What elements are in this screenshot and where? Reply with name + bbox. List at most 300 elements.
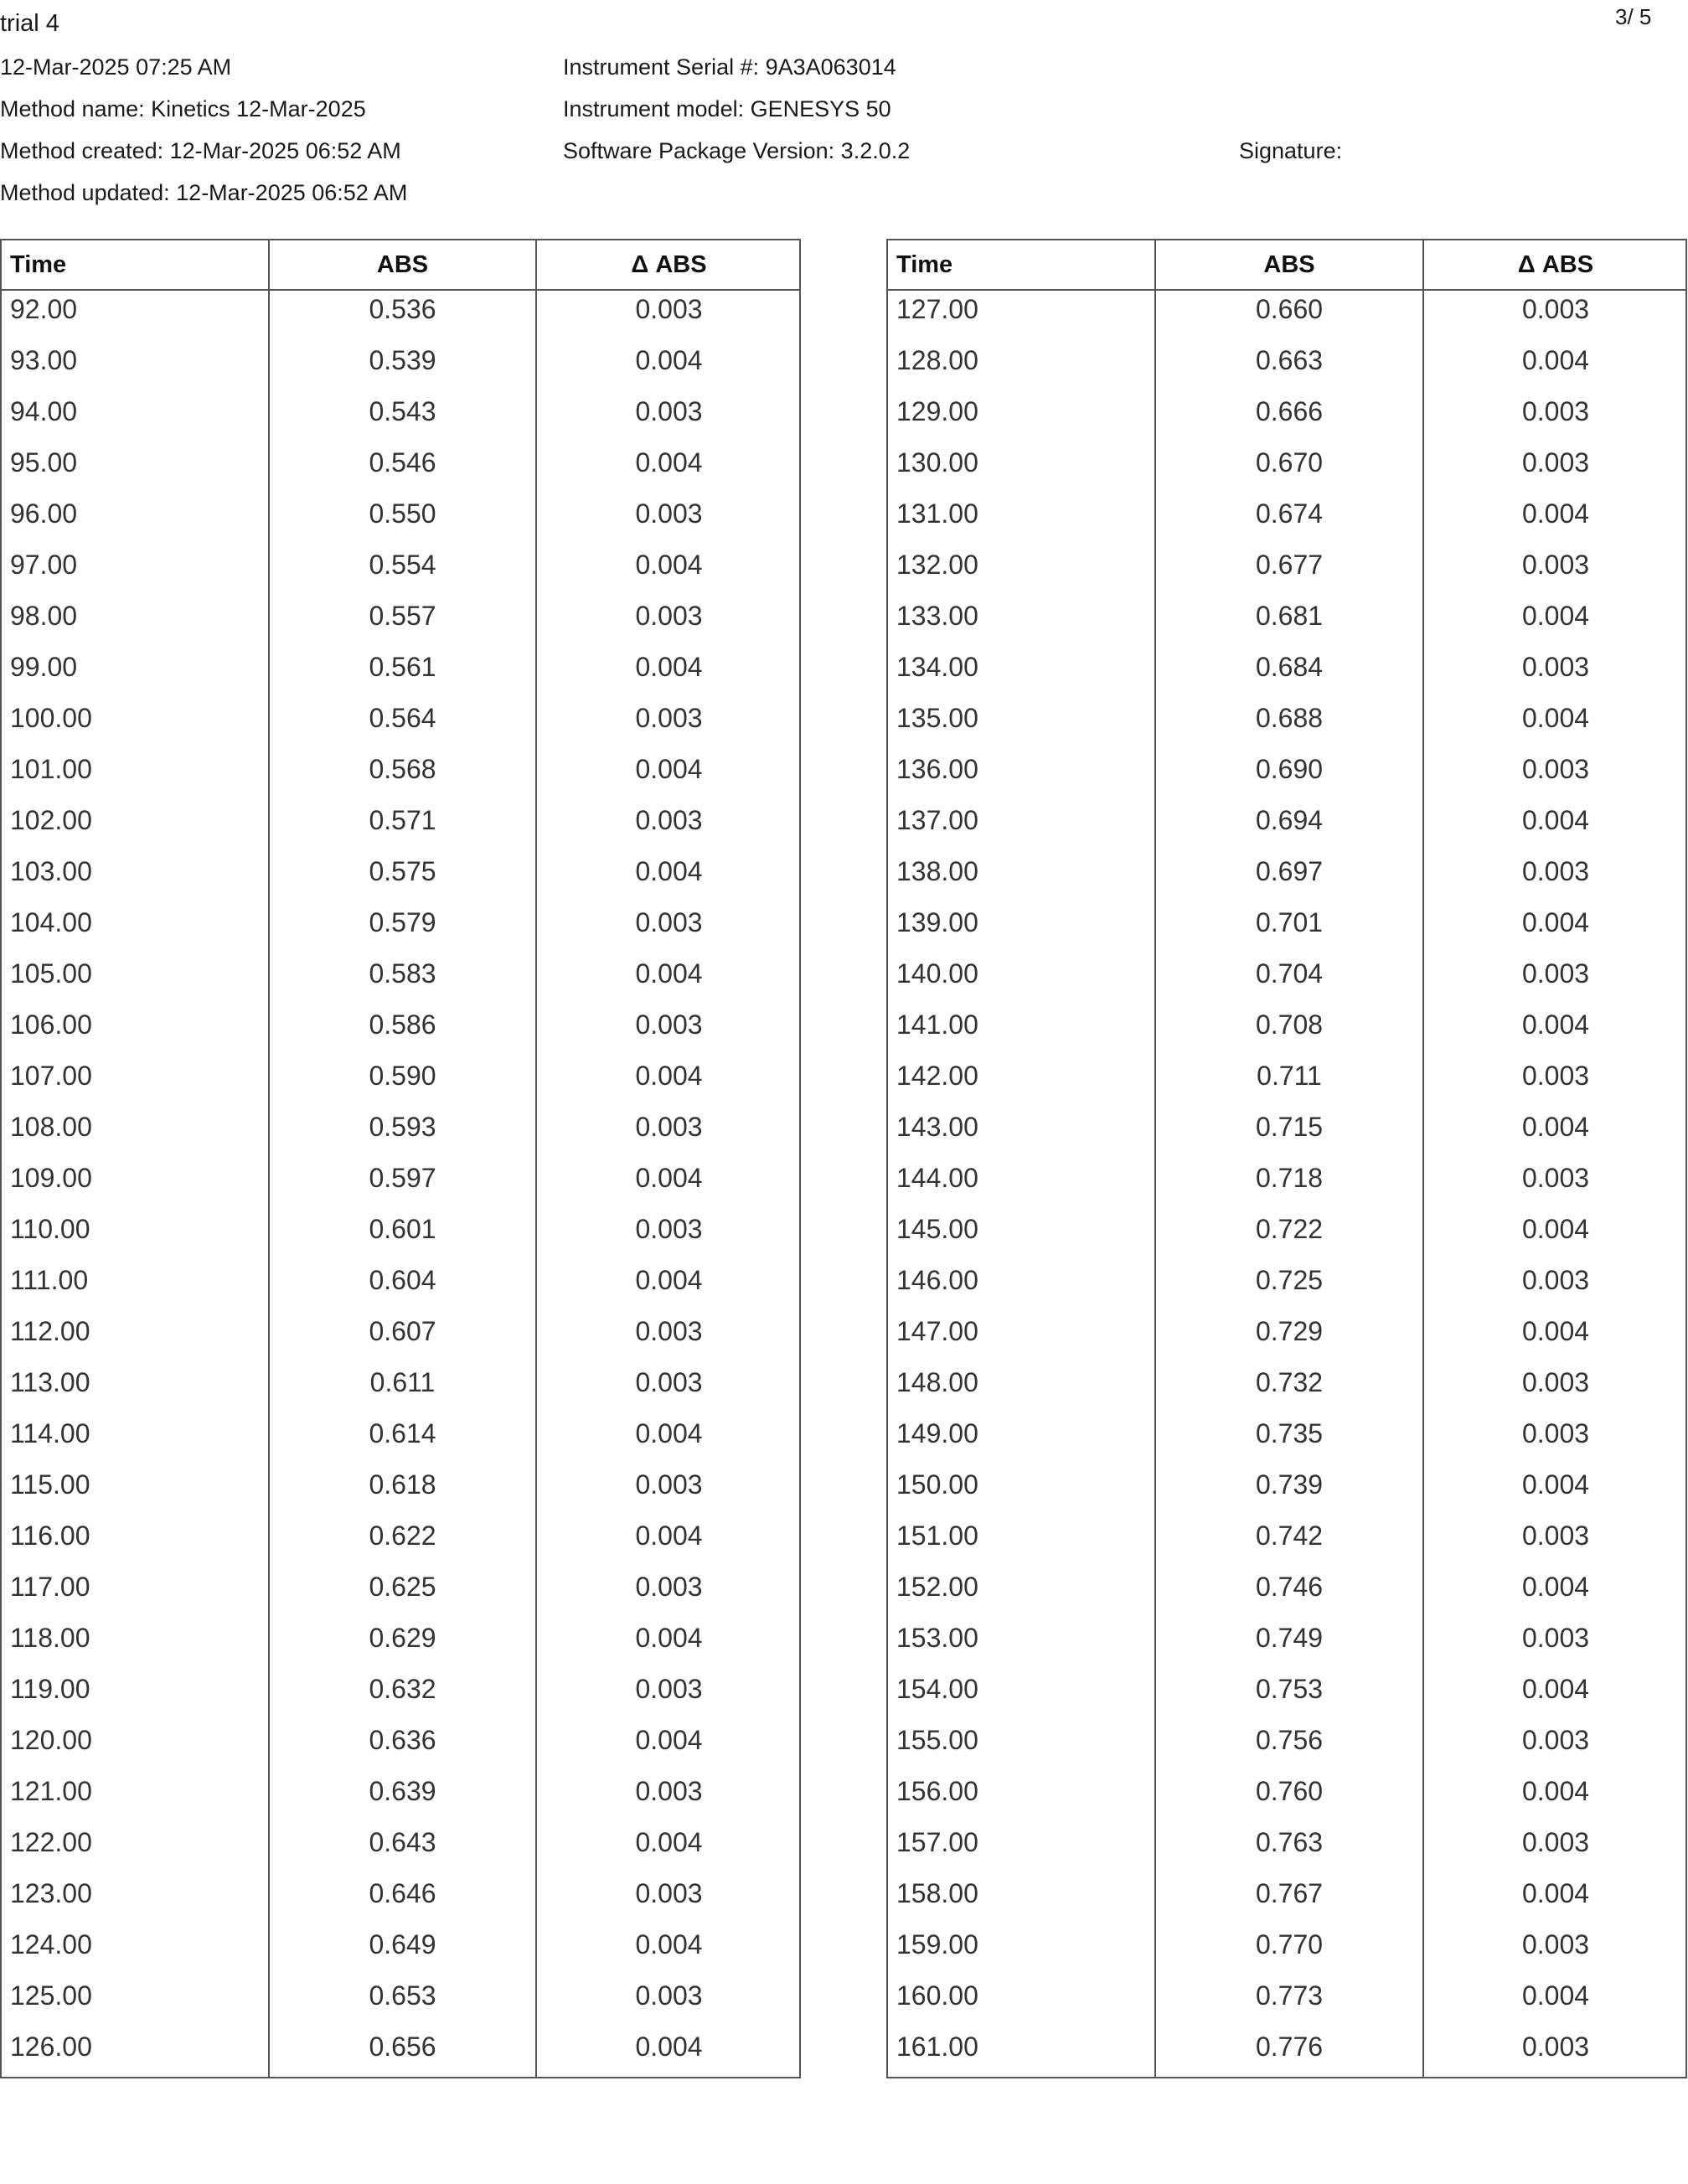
abs-cell: 0.697: [1255, 856, 1324, 886]
time-cell: 112.00: [10, 1316, 90, 1346]
delta-abs-cell: 0.003: [1521, 1418, 1590, 1448]
time-cell: 145.00: [896, 1214, 978, 1244]
abs-cell: 0.611: [369, 1367, 436, 1397]
table-row: [888, 1977, 1685, 2028]
table-row: [2, 853, 799, 904]
table-row: [2, 1262, 799, 1313]
delta-abs-cell: 0.003: [1521, 550, 1590, 580]
delta-abs-cell: 0.004: [1521, 1980, 1590, 2011]
time-cell: 115.00: [10, 1469, 90, 1500]
table-row: [888, 444, 1685, 495]
abs-cell: 0.656: [369, 2032, 436, 2062]
delta-abs-cell: 0.003: [635, 1980, 703, 2011]
table-row: [888, 904, 1685, 955]
delta-abs-cell: 0.003: [635, 1469, 703, 1500]
time-cell: 160.00: [896, 1980, 978, 2011]
table-row: [888, 1313, 1685, 1364]
delta-abs-cell: 0.003: [635, 601, 703, 631]
delta-abs-cell: 0.003: [635, 1776, 703, 1806]
abs-cell: 0.666: [1255, 396, 1324, 426]
abs-cell: 0.725: [1255, 1265, 1324, 1295]
delta-abs-cell: 0.004: [1521, 1112, 1590, 1142]
abs-cell: 0.773: [1255, 1980, 1324, 2011]
time-cell: 121.00: [10, 1776, 92, 1806]
table-row: [2, 648, 799, 700]
abs-cell: 0.684: [1255, 652, 1324, 682]
abs-cell: 0.660: [1255, 294, 1324, 324]
abs-cell: 0.557: [369, 601, 436, 631]
abs-cell: 0.539: [369, 345, 436, 375]
table-row: [2, 751, 799, 802]
time-cell: 92.00: [10, 294, 78, 324]
table-row: [888, 1517, 1685, 1568]
time-cell: 130.00: [896, 447, 978, 478]
abs-cell: 0.653: [369, 1980, 436, 2011]
delta-abs-cell: 0.004: [635, 1265, 703, 1295]
time-cell: 125.00: [10, 1980, 92, 2011]
time-cell: 157.00: [896, 1827, 978, 1857]
table-row: [2, 1364, 799, 1415]
instrument-serial: Instrument Serial #: 9A3A063014: [563, 54, 896, 80]
delta-abs-cell: 0.003: [1521, 1367, 1590, 1397]
table-row: [2, 1313, 799, 1364]
table-row: [2, 495, 799, 546]
abs-cell: 0.561: [369, 652, 436, 682]
delta-abs-cell: 0.003: [1521, 1265, 1590, 1295]
delta-abs-cell: 0.004: [635, 447, 703, 478]
delta-abs-cell: 0.004: [1521, 498, 1590, 529]
abs-cell: 0.554: [369, 550, 436, 580]
table-row: [2, 904, 799, 955]
method-created: Method created: 12-Mar-2025 06:52 AM: [0, 138, 401, 163]
delta-abs-cell: 0.003: [635, 1878, 703, 1908]
table-row: [888, 2028, 1685, 2079]
delta-abs-cell: 0.003: [635, 294, 703, 324]
abs-cell: 0.677: [1255, 550, 1324, 580]
table-row: [2, 546, 799, 597]
table-row: [2, 1670, 799, 1722]
abs-cell: 0.597: [369, 1163, 436, 1193]
table-row: [2, 2028, 799, 2079]
time-cell: 114.00: [10, 1418, 90, 1448]
time-cell: 129.00: [896, 396, 978, 426]
time-cell: 147.00: [896, 1316, 978, 1346]
delta-abs-cell: 0.004: [1521, 1214, 1590, 1244]
table-row: [2, 1875, 799, 1926]
delta-abs-cell: 0.004: [1521, 1009, 1590, 1040]
time-cell: 126.00: [10, 2032, 92, 2062]
delta-abs-cell: 0.004: [635, 958, 703, 989]
table-row: [888, 853, 1685, 904]
column-header-delta-abs: Δ ABS: [631, 251, 707, 278]
time-cell: 148.00: [896, 1367, 978, 1397]
abs-cell: 0.632: [369, 1674, 436, 1704]
abs-cell: 0.646: [369, 1878, 436, 1908]
delta-abs-cell: 0.003: [1521, 754, 1590, 784]
time-cell: 161.00: [896, 2032, 978, 2062]
delta-abs-cell: 0.003: [1521, 958, 1590, 989]
column-header-time: Time: [896, 251, 953, 278]
time-cell: 133.00: [896, 601, 978, 631]
abs-cell: 0.776: [1255, 2032, 1324, 2062]
abs-cell: 0.629: [369, 1623, 436, 1653]
table-row: [2, 1824, 799, 1875]
abs-cell: 0.670: [1255, 447, 1324, 478]
time-cell: 146.00: [896, 1265, 978, 1295]
time-cell: 151.00: [896, 1521, 978, 1551]
time-cell: 124.00: [10, 1929, 92, 1959]
time-cell: 95.00: [10, 447, 78, 478]
time-cell: 97.00: [10, 550, 78, 580]
delta-abs-cell: 0.004: [635, 1061, 703, 1091]
table-row: [2, 1568, 799, 1619]
table-row: [2, 1211, 799, 1262]
table-row: [2, 1415, 799, 1466]
delta-abs-cell: 0.003: [635, 1674, 703, 1704]
table-row: [888, 1824, 1685, 1875]
abs-cell: 0.604: [369, 1265, 436, 1295]
table-row: [888, 1108, 1685, 1159]
table-row: [888, 597, 1685, 648]
abs-cell: 0.583: [369, 958, 436, 989]
delta-abs-cell: 0.004: [635, 345, 703, 375]
abs-cell: 0.614: [369, 1418, 436, 1448]
abs-cell: 0.722: [1255, 1214, 1324, 1244]
time-cell: 116.00: [10, 1521, 90, 1551]
abs-cell: 0.735: [1255, 1418, 1324, 1448]
table-row: [888, 802, 1685, 853]
delta-abs-cell: 0.003: [1521, 1827, 1590, 1857]
delta-abs-cell: 0.003: [1521, 1623, 1590, 1653]
table-row: [888, 1773, 1685, 1824]
delta-abs-cell: 0.003: [635, 703, 703, 733]
delta-abs-cell: 0.003: [1521, 396, 1590, 426]
time-cell: 120.00: [10, 1725, 92, 1755]
table-row: [888, 291, 1685, 342]
time-cell: 128.00: [896, 345, 978, 375]
table-row: [888, 1415, 1685, 1466]
abs-cell: 0.649: [369, 1929, 436, 1959]
abs-cell: 0.639: [369, 1776, 436, 1806]
time-cell: 156.00: [896, 1776, 978, 1806]
delta-abs-cell: 0.004: [1521, 703, 1590, 733]
delta-abs-cell: 0.004: [635, 1418, 703, 1448]
report-title: trial 4: [0, 10, 59, 37]
abs-cell: 0.718: [1255, 1163, 1324, 1193]
time-cell: 135.00: [896, 703, 978, 733]
delta-abs-cell: 0.004: [1521, 1316, 1590, 1346]
time-cell: 159.00: [896, 1929, 978, 1959]
delta-abs-cell: 0.003: [1521, 2032, 1590, 2062]
abs-cell: 0.732: [1255, 1367, 1324, 1397]
abs-cell: 0.568: [369, 754, 436, 784]
abs-cell: 0.711: [1257, 1061, 1322, 1091]
data-table-left: [0, 239, 801, 2078]
table-row: [2, 1466, 799, 1517]
table-row: [888, 751, 1685, 802]
table-row: [2, 802, 799, 853]
delta-abs-cell: 0.004: [635, 1725, 703, 1755]
delta-abs-cell: 0.004: [635, 1623, 703, 1653]
abs-cell: 0.636: [369, 1725, 436, 1755]
delta-abs-cell: 0.004: [1521, 1878, 1590, 1908]
time-cell: 139.00: [896, 907, 978, 937]
time-cell: 101.00: [10, 754, 92, 784]
abs-cell: 0.704: [1255, 958, 1324, 989]
table-row: [888, 393, 1685, 444]
time-cell: 106.00: [10, 1009, 92, 1040]
time-cell: 154.00: [896, 1674, 978, 1704]
delta-abs-cell: 0.003: [635, 1112, 703, 1142]
table-header: [888, 240, 1685, 291]
abs-cell: 0.688: [1255, 703, 1324, 733]
time-cell: 149.00: [896, 1418, 978, 1448]
table-row: [2, 1108, 799, 1159]
time-cell: 103.00: [10, 856, 92, 886]
time-cell: 122.00: [10, 1827, 92, 1857]
time-cell: 96.00: [10, 498, 78, 529]
table-header: [2, 240, 799, 291]
abs-cell: 0.543: [369, 396, 436, 426]
instrument-model: Instrument model: GENESYS 50: [563, 96, 891, 121]
abs-cell: 0.770: [1255, 1929, 1324, 1959]
time-cell: 98.00: [10, 601, 78, 631]
abs-cell: 0.622: [369, 1521, 436, 1551]
delta-abs-cell: 0.004: [1521, 907, 1590, 937]
software-version: Software Package Version: 3.2.0.2: [563, 138, 911, 163]
delta-abs-cell: 0.004: [635, 550, 703, 580]
page-number: 3/ 5: [1615, 4, 1652, 29]
table-row: [2, 444, 799, 495]
abs-cell: 0.590: [369, 1061, 436, 1091]
delta-abs-cell: 0.003: [1521, 1521, 1590, 1551]
delta-abs-cell: 0.003: [1521, 447, 1590, 478]
abs-cell: 0.571: [369, 805, 436, 835]
time-cell: 150.00: [896, 1469, 978, 1500]
time-cell: 107.00: [10, 1061, 92, 1091]
table-row: [2, 1006, 799, 1057]
signature-label: Signature:: [1239, 138, 1343, 163]
time-cell: 102.00: [10, 805, 92, 835]
delta-abs-cell: 0.004: [635, 652, 703, 682]
abs-cell: 0.729: [1255, 1316, 1324, 1346]
time-cell: 132.00: [896, 550, 978, 580]
abs-cell: 0.575: [369, 856, 436, 886]
delta-abs-cell: 0.004: [1521, 1469, 1590, 1500]
table-row: [888, 1722, 1685, 1773]
table-row: [888, 648, 1685, 700]
abs-cell: 0.708: [1255, 1009, 1324, 1040]
delta-abs-cell: 0.003: [1521, 1725, 1590, 1755]
table-row: [888, 1619, 1685, 1670]
time-cell: 140.00: [896, 958, 978, 989]
time-cell: 142.00: [896, 1061, 978, 1091]
delta-abs-cell: 0.003: [635, 1572, 703, 1602]
delta-abs-cell: 0.004: [635, 2032, 703, 2062]
delta-abs-cell: 0.003: [1521, 652, 1590, 682]
abs-cell: 0.756: [1255, 1725, 1324, 1755]
time-cell: 109.00: [10, 1163, 92, 1193]
time-cell: 119.00: [10, 1674, 90, 1704]
abs-cell: 0.715: [1255, 1112, 1324, 1142]
column-header-time: Time: [10, 251, 67, 278]
table-row: [888, 955, 1685, 1006]
table-row: [888, 1006, 1685, 1057]
abs-cell: 0.701: [1255, 907, 1324, 937]
column-header-abs: ABS: [1263, 251, 1315, 278]
time-cell: 127.00: [896, 294, 978, 324]
abs-cell: 0.618: [369, 1469, 436, 1500]
delta-abs-cell: 0.003: [635, 1316, 703, 1346]
data-table-right: [886, 239, 1687, 2078]
time-cell: 155.00: [896, 1725, 978, 1755]
table-row: [888, 1364, 1685, 1415]
delta-abs-cell: 0.004: [1521, 805, 1590, 835]
table-row: [888, 1211, 1685, 1262]
time-cell: 104.00: [10, 907, 92, 937]
abs-cell: 0.742: [1255, 1521, 1324, 1551]
time-cell: 138.00: [896, 856, 978, 886]
abs-cell: 0.586: [369, 1009, 436, 1040]
delta-abs-cell: 0.003: [1521, 1061, 1590, 1091]
delta-abs-cell: 0.003: [635, 498, 703, 529]
table-row: [2, 597, 799, 648]
time-cell: 100.00: [10, 703, 92, 733]
table-row: [888, 1670, 1685, 1722]
delta-abs-cell: 0.003: [635, 1214, 703, 1244]
time-cell: 110.00: [10, 1214, 90, 1244]
time-cell: 117.00: [10, 1572, 90, 1602]
abs-cell: 0.739: [1255, 1469, 1324, 1500]
table-row: [888, 1262, 1685, 1313]
abs-cell: 0.749: [1255, 1623, 1324, 1653]
table-row: [2, 1619, 799, 1670]
delta-abs-cell: 0.003: [635, 396, 703, 426]
abs-cell: 0.601: [369, 1214, 436, 1244]
time-cell: 134.00: [896, 652, 978, 682]
delta-abs-cell: 0.003: [635, 907, 703, 937]
table-row: [2, 1773, 799, 1824]
column-header-abs: ABS: [376, 251, 429, 278]
table-row: [888, 495, 1685, 546]
abs-cell: 0.643: [369, 1827, 436, 1857]
table-row: [888, 700, 1685, 751]
time-cell: 105.00: [10, 958, 92, 989]
abs-cell: 0.550: [369, 498, 436, 529]
time-cell: 93.00: [10, 345, 78, 375]
delta-abs-cell: 0.003: [1521, 294, 1590, 324]
abs-cell: 0.564: [369, 703, 436, 733]
method-updated: Method updated: 12-Mar-2025 06:52 AM: [0, 180, 408, 205]
time-cell: 108.00: [10, 1112, 92, 1142]
delta-abs-cell: 0.003: [1521, 1929, 1590, 1959]
table-row: [888, 1875, 1685, 1926]
delta-abs-cell: 0.004: [1521, 1674, 1590, 1704]
abs-cell: 0.767: [1255, 1878, 1324, 1908]
table-row: [888, 1159, 1685, 1211]
abs-cell: 0.746: [1255, 1572, 1324, 1602]
table-row: [2, 955, 799, 1006]
delta-abs-cell: 0.004: [1521, 345, 1590, 375]
abs-cell: 0.760: [1255, 1776, 1324, 1806]
abs-cell: 0.681: [1255, 601, 1324, 631]
time-cell: 152.00: [896, 1572, 978, 1602]
time-cell: 118.00: [10, 1623, 90, 1653]
table-row: [888, 546, 1685, 597]
delta-abs-cell: 0.004: [635, 856, 703, 886]
delta-abs-cell: 0.003: [1521, 1163, 1590, 1193]
delta-abs-cell: 0.004: [635, 1163, 703, 1193]
time-cell: 111.00: [10, 1265, 89, 1295]
delta-abs-cell: 0.004: [635, 1929, 703, 1959]
time-cell: 158.00: [896, 1878, 978, 1908]
table-row: [2, 1159, 799, 1211]
table-row: [2, 342, 799, 393]
table-row: [2, 700, 799, 751]
time-cell: 143.00: [896, 1112, 978, 1142]
abs-cell: 0.753: [1255, 1674, 1324, 1704]
table-row: [888, 1057, 1685, 1108]
column-header-delta-abs: Δ ABS: [1517, 251, 1594, 278]
abs-cell: 0.663: [1255, 345, 1324, 375]
time-cell: 137.00: [896, 805, 978, 835]
table-row: [2, 393, 799, 444]
delta-abs-cell: 0.004: [635, 754, 703, 784]
time-cell: 141.00: [896, 1009, 978, 1040]
table-row: [888, 1568, 1685, 1619]
delta-abs-cell: 0.004: [635, 1827, 703, 1857]
abs-cell: 0.593: [369, 1112, 436, 1142]
abs-cell: 0.625: [369, 1572, 436, 1602]
report-datetime: 12-Mar-2025 07:25 AM: [0, 54, 232, 80]
table-body: [888, 291, 1685, 2079]
time-cell: 99.00: [10, 652, 78, 682]
delta-abs-cell: 0.003: [635, 1367, 703, 1397]
abs-cell: 0.690: [1255, 754, 1324, 784]
delta-abs-cell: 0.004: [635, 1521, 703, 1551]
time-cell: 153.00: [896, 1623, 978, 1653]
table-row: [888, 342, 1685, 393]
time-cell: 136.00: [896, 754, 978, 784]
abs-cell: 0.607: [369, 1316, 436, 1346]
table-row: [2, 1926, 799, 1977]
table-row: [888, 1466, 1685, 1517]
time-cell: 113.00: [10, 1367, 90, 1397]
abs-cell: 0.579: [369, 907, 436, 937]
table-row: [2, 1517, 799, 1568]
abs-cell: 0.674: [1255, 498, 1324, 529]
delta-abs-cell: 0.003: [635, 805, 703, 835]
delta-abs-cell: 0.004: [1521, 1572, 1590, 1602]
time-cell: 144.00: [896, 1163, 978, 1193]
time-cell: 123.00: [10, 1878, 92, 1908]
method-name: Method name: Kinetics 12-Mar-2025: [0, 96, 366, 121]
table-body: [2, 291, 799, 2079]
abs-cell: 0.763: [1255, 1827, 1324, 1857]
table-row: [2, 1977, 799, 2028]
time-cell: 94.00: [10, 396, 78, 426]
delta-abs-cell: 0.004: [1521, 1776, 1590, 1806]
table-row: [888, 1926, 1685, 1977]
delta-abs-cell: 0.003: [635, 1009, 703, 1040]
table-row: [2, 1057, 799, 1108]
delta-abs-cell: 0.004: [1521, 601, 1590, 631]
abs-cell: 0.694: [1255, 805, 1324, 835]
abs-cell: 0.546: [369, 447, 436, 478]
table-row: [2, 291, 799, 342]
delta-abs-cell: 0.003: [1521, 856, 1590, 886]
abs-cell: 0.536: [369, 294, 436, 324]
